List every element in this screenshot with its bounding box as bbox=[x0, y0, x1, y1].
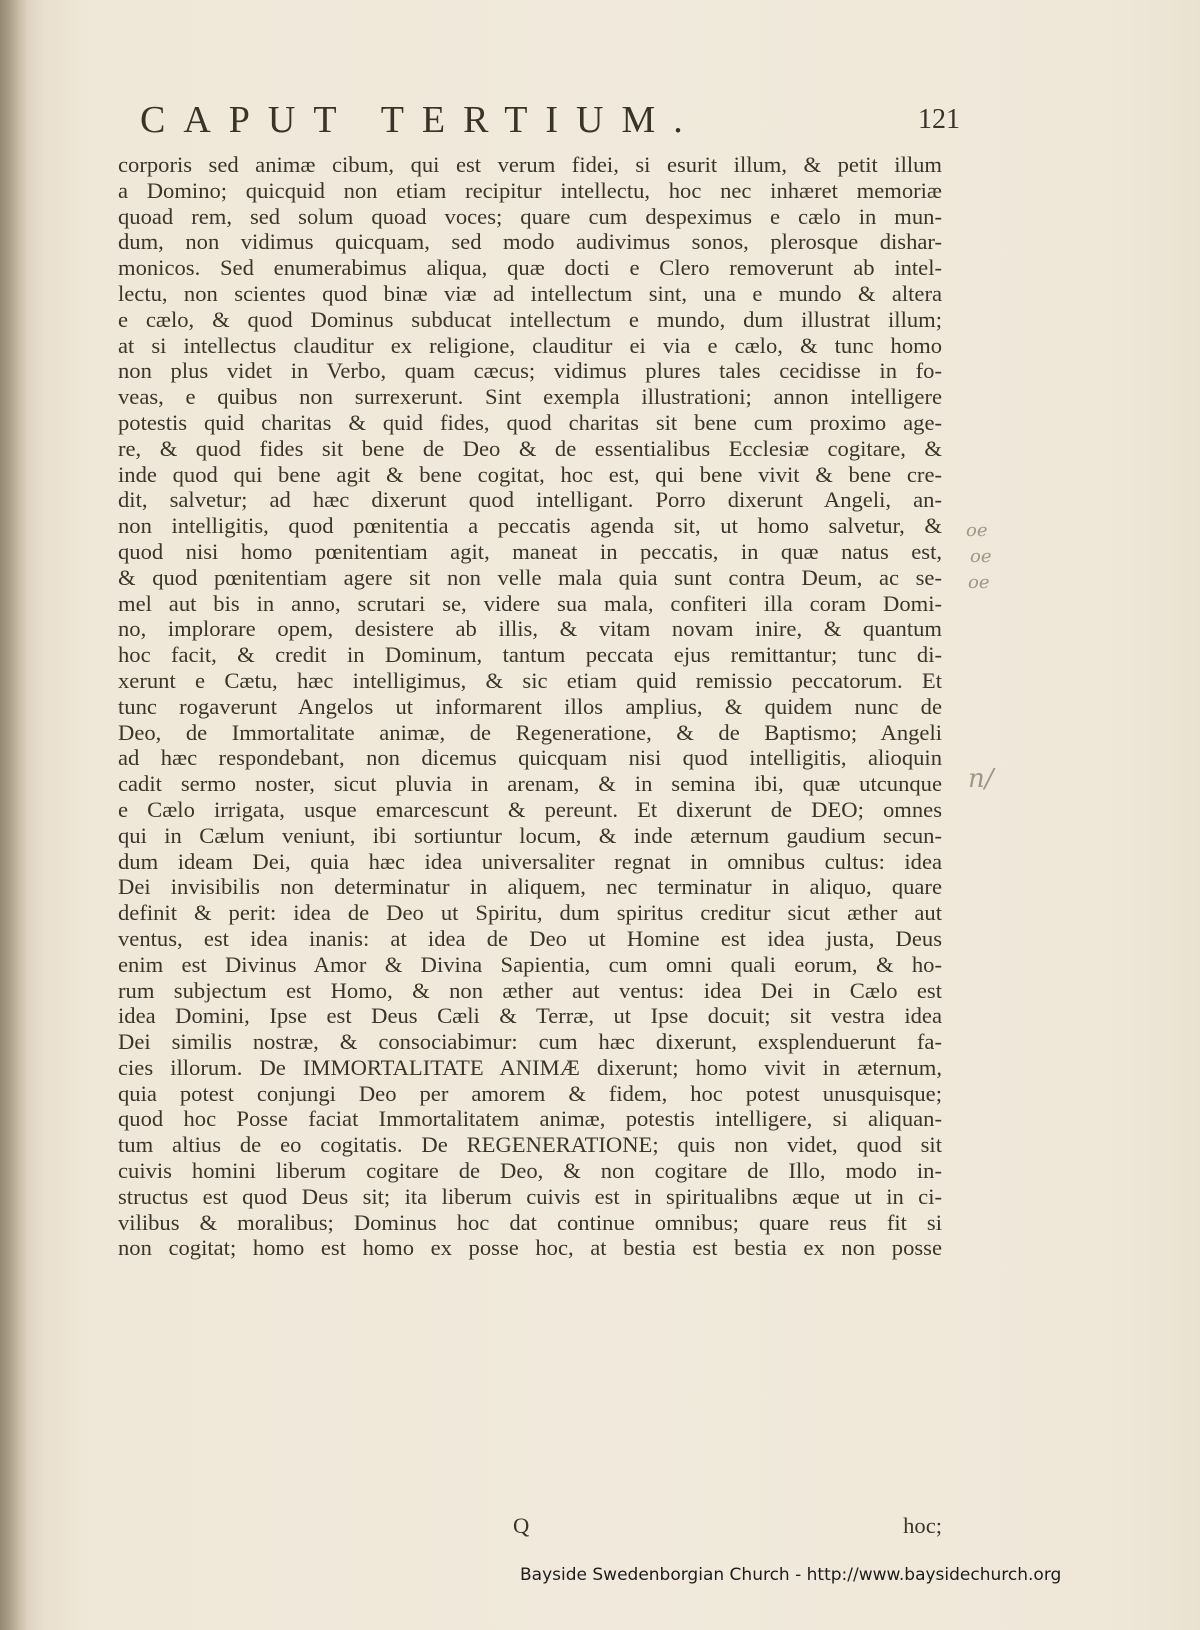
chapter-title: CAPUT TERTIUM. bbox=[140, 99, 701, 141]
signature-mark: Q bbox=[513, 1513, 530, 1538]
text-line: ad hæc respondebant, non dicemus quicquam nisi quod intelligitis, alioquin bbox=[118, 745, 942, 771]
text-line: no, implorare opem, desistere ab illis, & vitam novam inire, & quantum bbox=[118, 616, 942, 642]
text-line: cuivis homini liberum cogitare de Deo, & non cogitare de Illo, modo in- bbox=[118, 1158, 942, 1184]
running-head bbox=[140, 98, 960, 148]
text-line: Dei invisibilis non determinatur in aliquem, nec terminatur in aliquo, quare bbox=[118, 874, 942, 900]
text-line: tum altius de eo cogitatis. De REGENERATIONE; quis non videt, quod sit bbox=[118, 1132, 942, 1158]
text-line: rum subjectum est Homo, & non æther aut ventus: idea Dei in Cælo est bbox=[118, 977, 942, 1003]
catchword: hoc; bbox=[903, 1513, 942, 1538]
text-line: quoad rem, sed solum quoad voces; quare cum despeximus e cælo in mun- bbox=[118, 203, 942, 229]
margin-note: oe bbox=[968, 572, 990, 593]
text-line: vilibus & moralibus; Dominus hoc dat continue omnibus; quare reus fit si bbox=[118, 1209, 942, 1235]
text-line: quod nisi homo pœnitentiam agit, maneat in peccatis, in quæ natus est, bbox=[118, 538, 942, 564]
text-line: structus est quod Deus sit; ita liberum cuivis est in spiritualibns æque ut in ci- bbox=[118, 1183, 942, 1209]
text-line: cies illorum. De IMMORTALITATE ANIMÆ dixerunt; homo vivit in æternum, bbox=[118, 1054, 942, 1080]
text-line: quod hoc Posse faciat Immortalitatem animæ, potestis intelligere, si aliquan- bbox=[118, 1106, 942, 1132]
text-line: veas, e quibus non surrexerunt. Sint exempla illustrationi; annon intelligere bbox=[118, 384, 942, 410]
text-line: e cælo, & quod Dominus subducat intellectum e mundo, dum illustrat illum; bbox=[118, 306, 942, 332]
text-line: non intelligitis, quod pœnitentia a peccatis agenda sit, ut homo salvetur, & bbox=[118, 513, 942, 539]
text-line: Deo, de Immortalitate animæ, de Regeneratione, & de Baptismo; Angeli bbox=[118, 719, 942, 745]
text-line: tunc rogaverunt Angelos ut informarent illos amplius, & quidem nunc de bbox=[118, 693, 942, 719]
text-line: lectu, non scientes quod binæ viæ ad intellectum sint, una e mundo & altera bbox=[118, 280, 942, 306]
footer-credit: Bayside Swedenborgian Church - http://www.baysidechurch.org bbox=[520, 1565, 1062, 1585]
margin-annotations bbox=[960, 520, 1050, 820]
text-line: inde quod qui bene agit & bene cogitat, hoc est, qui bene vivit & bene cre- bbox=[118, 461, 942, 487]
text-line: mel aut bis in anno, scrutari se, videre sua mala, confiteri illa coram Domi- bbox=[118, 590, 942, 616]
text-line: a Domino; quicquid non etiam recipitur intellectu, hoc nec inhæret memoriæ bbox=[118, 177, 942, 203]
margin-note: oe bbox=[966, 520, 988, 541]
text-line: hoc facit, & credit in Dominum, tantum peccata ejus remittantur; tunc di- bbox=[118, 642, 942, 668]
text-line: non cogitat; homo est homo ex posse hoc, at bestia est bestia ex non posse bbox=[118, 1235, 942, 1261]
text-line: non plus videt in Verbo, quam cæcus; vidimus plures tales cecidisse in fo- bbox=[118, 358, 942, 384]
text-line: qui in Cælum veniunt, ibi sortiuntur locum, & inde æternum gaudium secun- bbox=[118, 822, 942, 848]
text-line: enim est Divinus Amor & Divina Sapientia, cum omni quali eorum, & ho- bbox=[118, 951, 942, 977]
text-line: quia potest conjungi Deo per amorem & fidem, hoc potest unusquisque; bbox=[118, 1080, 942, 1106]
text-line: dit, salvetur; ad hæc dixerunt quod intelligant. Porro dixerunt Angeli, an- bbox=[118, 487, 942, 513]
text-line: Dei similis nostræ, & consociabimur: cum hæc dixerunt, exsplenduerunt fa- bbox=[118, 1029, 942, 1055]
text-line: e Cælo irrigata, usque emarcescunt & pereunt. Et dixerunt de DEO; omnes bbox=[118, 796, 942, 822]
page-number: 121 bbox=[918, 104, 960, 135]
text-line: cadit sermo noster, sicut pluvia in arenam, & in semina ibi, quæ utcunque bbox=[118, 771, 942, 797]
text-line: xerunt e Cætu, hæc intelligimus, & sic etiam quid remissio peccatorum. Et bbox=[118, 667, 942, 693]
text-line: corporis sed animæ cibum, qui est verum fidei, si esurit illum, & petit illum bbox=[118, 152, 942, 177]
margin-note: n/ bbox=[968, 764, 994, 794]
body-text bbox=[118, 152, 942, 1512]
binding-shadow bbox=[0, 0, 28, 1630]
text-line: & quod pœnitentiam agere sit non velle mala quia sunt contra Deum, ac se- bbox=[118, 564, 942, 590]
catchline bbox=[118, 1513, 942, 1543]
text-line: monicos. Sed enumerabimus aliqua, quæ docti e Clero removerunt ab intel- bbox=[118, 255, 942, 281]
text-line: dum ideam Dei, quia hæc idea universaliter regnat in omnibus cultus: idea bbox=[118, 848, 942, 874]
text-line: ventus, est idea inanis: at idea de Deo ut Homine est idea justa, Deus bbox=[118, 925, 942, 951]
margin-note: oe bbox=[970, 546, 992, 567]
text-line: definit & perit: idea de Deo ut Spiritu, dum spiritus creditur sicut æther aut bbox=[118, 900, 942, 926]
text-line: at si intellectus clauditur ex religione, clauditur ei via e cælo, & tunc homo bbox=[118, 332, 942, 358]
text-line: dum, non vidimus quicquam, sed modo audivimus sonos, plerosque dishar- bbox=[118, 229, 942, 255]
text-line: idea Domini, Ipse est Deus Cæli & Terræ, ut Ipse docuit; sit vestra idea bbox=[118, 1003, 942, 1029]
text-line: re, & quod fides sit bene de Deo & de essentialibus Ecclesiæ cogitare, & bbox=[118, 435, 942, 461]
text-line: potestis quid charitas & quid fides, quod charitas sit bene cum proximo age- bbox=[118, 409, 942, 435]
